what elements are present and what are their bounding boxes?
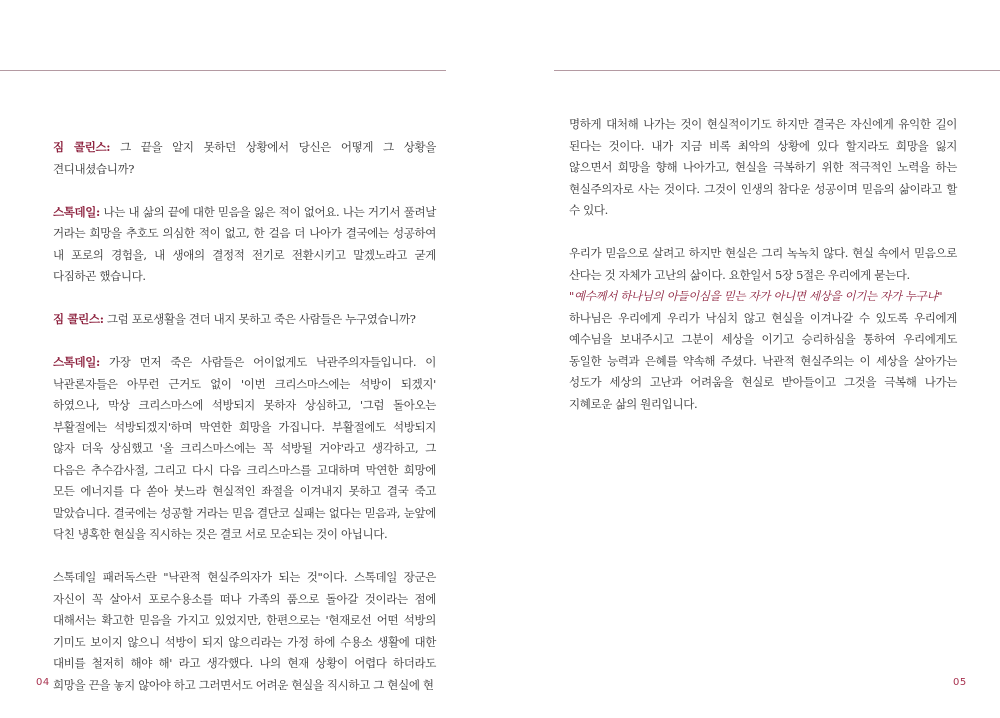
top-rule (0, 70, 446, 71)
paragraph-text: 그럼 포로생활을 견더 내지 못하고 죽은 사람들은 누구였습니까? (103, 312, 416, 326)
paragraph-text: 명하게 대처해 나가는 것이 현실적이기도 하지만 결국은 자신에게 유익한 길이 된다는 것이다. 내가 지금 비록 최악의 상황에 있다 할지라도 희망을 잃지 않으면서 희망을 향해 나아가고, 현실을 극복하기 위한 적극적인 노력을 하는 현실주의자로 사는 것이다. 그것이 인생의 참다운 성공이며 믿음의 삶이라고 할 수 있다. (569, 117, 957, 217)
left-page (0, 0, 446, 709)
paragraph (53, 352, 436, 546)
paragraph (53, 309, 436, 331)
paragraph (53, 567, 436, 696)
scripture-quote: "예수께서 하나님의 아들이심을 믿는 자가 아니면 세상을 이기는 자가 누구냐" (569, 289, 943, 303)
right-body-text (569, 114, 957, 437)
top-rule (554, 70, 1000, 71)
paragraph (53, 137, 436, 180)
paragraph-text: 그 끝을 알지 못하던 상황에서 당신은 어떻게 그 상황을 견디내셨습니까? (53, 140, 436, 176)
paragraph (569, 114, 957, 222)
paragraph-text: 스톡데일 패러독스란 "낙관적 현실주의자가 되는 것"이다. 스톡데일 장군은 자신이 꼭 살아서 포로수용소를 떠나 가족의 품으로 돌아갈 것이라는 점에 대해서는 확고한 믿음을 가지고 있었지만, 한편으로는 '현재로선 어떤 석방의 기미도 보이지 않으니 석방이 되지 않으리라는 가정 하에 수용소 생활에 대한 대비를 철저히 해야 해' 라고 생각했다. 나의 현재 상황이 어렵다 하더라도 희망을 끈을 놓지 않아야 하고 그러면서도 어려운 현실을 직시하고 그 현실에 현 (53, 570, 436, 692)
paragraph-text: 나는 내 삶의 끝에 대한 믿음을 잃은 적이 없어요. 나는 거기서 풀려날 거라는 희망을 추호도 의심한 적이 없고, 한 걸음 더 나아가 결국에는 성공하여 내 포로의 경험을, 내 생애의 결정적 전기로 전환시키고 말겠노라고 굳게 다짐하곤 했습니다. (53, 204, 436, 283)
speaker-label: 스톡데일: (53, 204, 100, 219)
right-page (554, 0, 1000, 709)
paragraph (569, 243, 957, 415)
paragraph (53, 202, 436, 288)
paragraph-text: 가장 먼저 죽은 사람들은 어이없게도 낙관주의자들입니다. 이 낙관론자들은 아무런 근거도 없이 '이번 크리스마스에는 석방이 되겠지' 하였으나, 막상 크리스마스에 석방되지 못하자 상심하고, '그럼 돌아오는 부활절에는 석방되겠지'하며 막연한 희망을 가집니다. 부활절에도 석방되지 않자 더욱 상심했고 '올 크리스마스에는 꼭 석방될 거야'라고 생각하고, 그 다음은 추수감사절, 그리고 다시 다음 크리스마스를 고대하며 막연한 희망에 모든 에너지를 다 쏟아 붓느라 현실적인 좌절을 이겨내지 못하고 결국 죽고 말았습니다. 결국에는 성공할 거라는 믿음 결단코 실패는 없다는 믿음과, 눈앞에 닥친 냉혹한 현실을 직시하는 것은 결코 서로 모순되는 것이 아닙니다. (53, 355, 436, 541)
paragraph-text: 우리가 믿음으로 살려고 하지만 현실은 그리 녹녹치 않다. 현실 속에서 믿음으로 산다는 것 자체가 고난의 삶이다. 요한일서 5장 5절은 우리에게 묻는다. (569, 246, 957, 282)
speaker-label: 스톡데일: (53, 355, 100, 369)
paragraph-text: 하나님은 우리에게 우리가 낙심치 않고 현실을 이겨나갈 수 있도록 우리에게 예수님을 보내주시고 그분이 세상을 이기고 승리하심을 통하여 우리에게도 동일한 능력과 은혜를 약속해 주셨다. 낙관적 현실주의는 이 세상을 살아가는 성도가 세상의 고난과 어려움을 현실로 받아들이고 그것을 극복해 나가는 지혜로운 삶의 원리입니다. (569, 310, 957, 411)
speaker-label: 짐 콜린스: (53, 140, 111, 154)
page-number: 05 (953, 677, 967, 688)
left-body-text (53, 137, 436, 718)
page-number: 04 (36, 677, 50, 688)
speaker-label: 짐 콜린스: (53, 312, 104, 326)
